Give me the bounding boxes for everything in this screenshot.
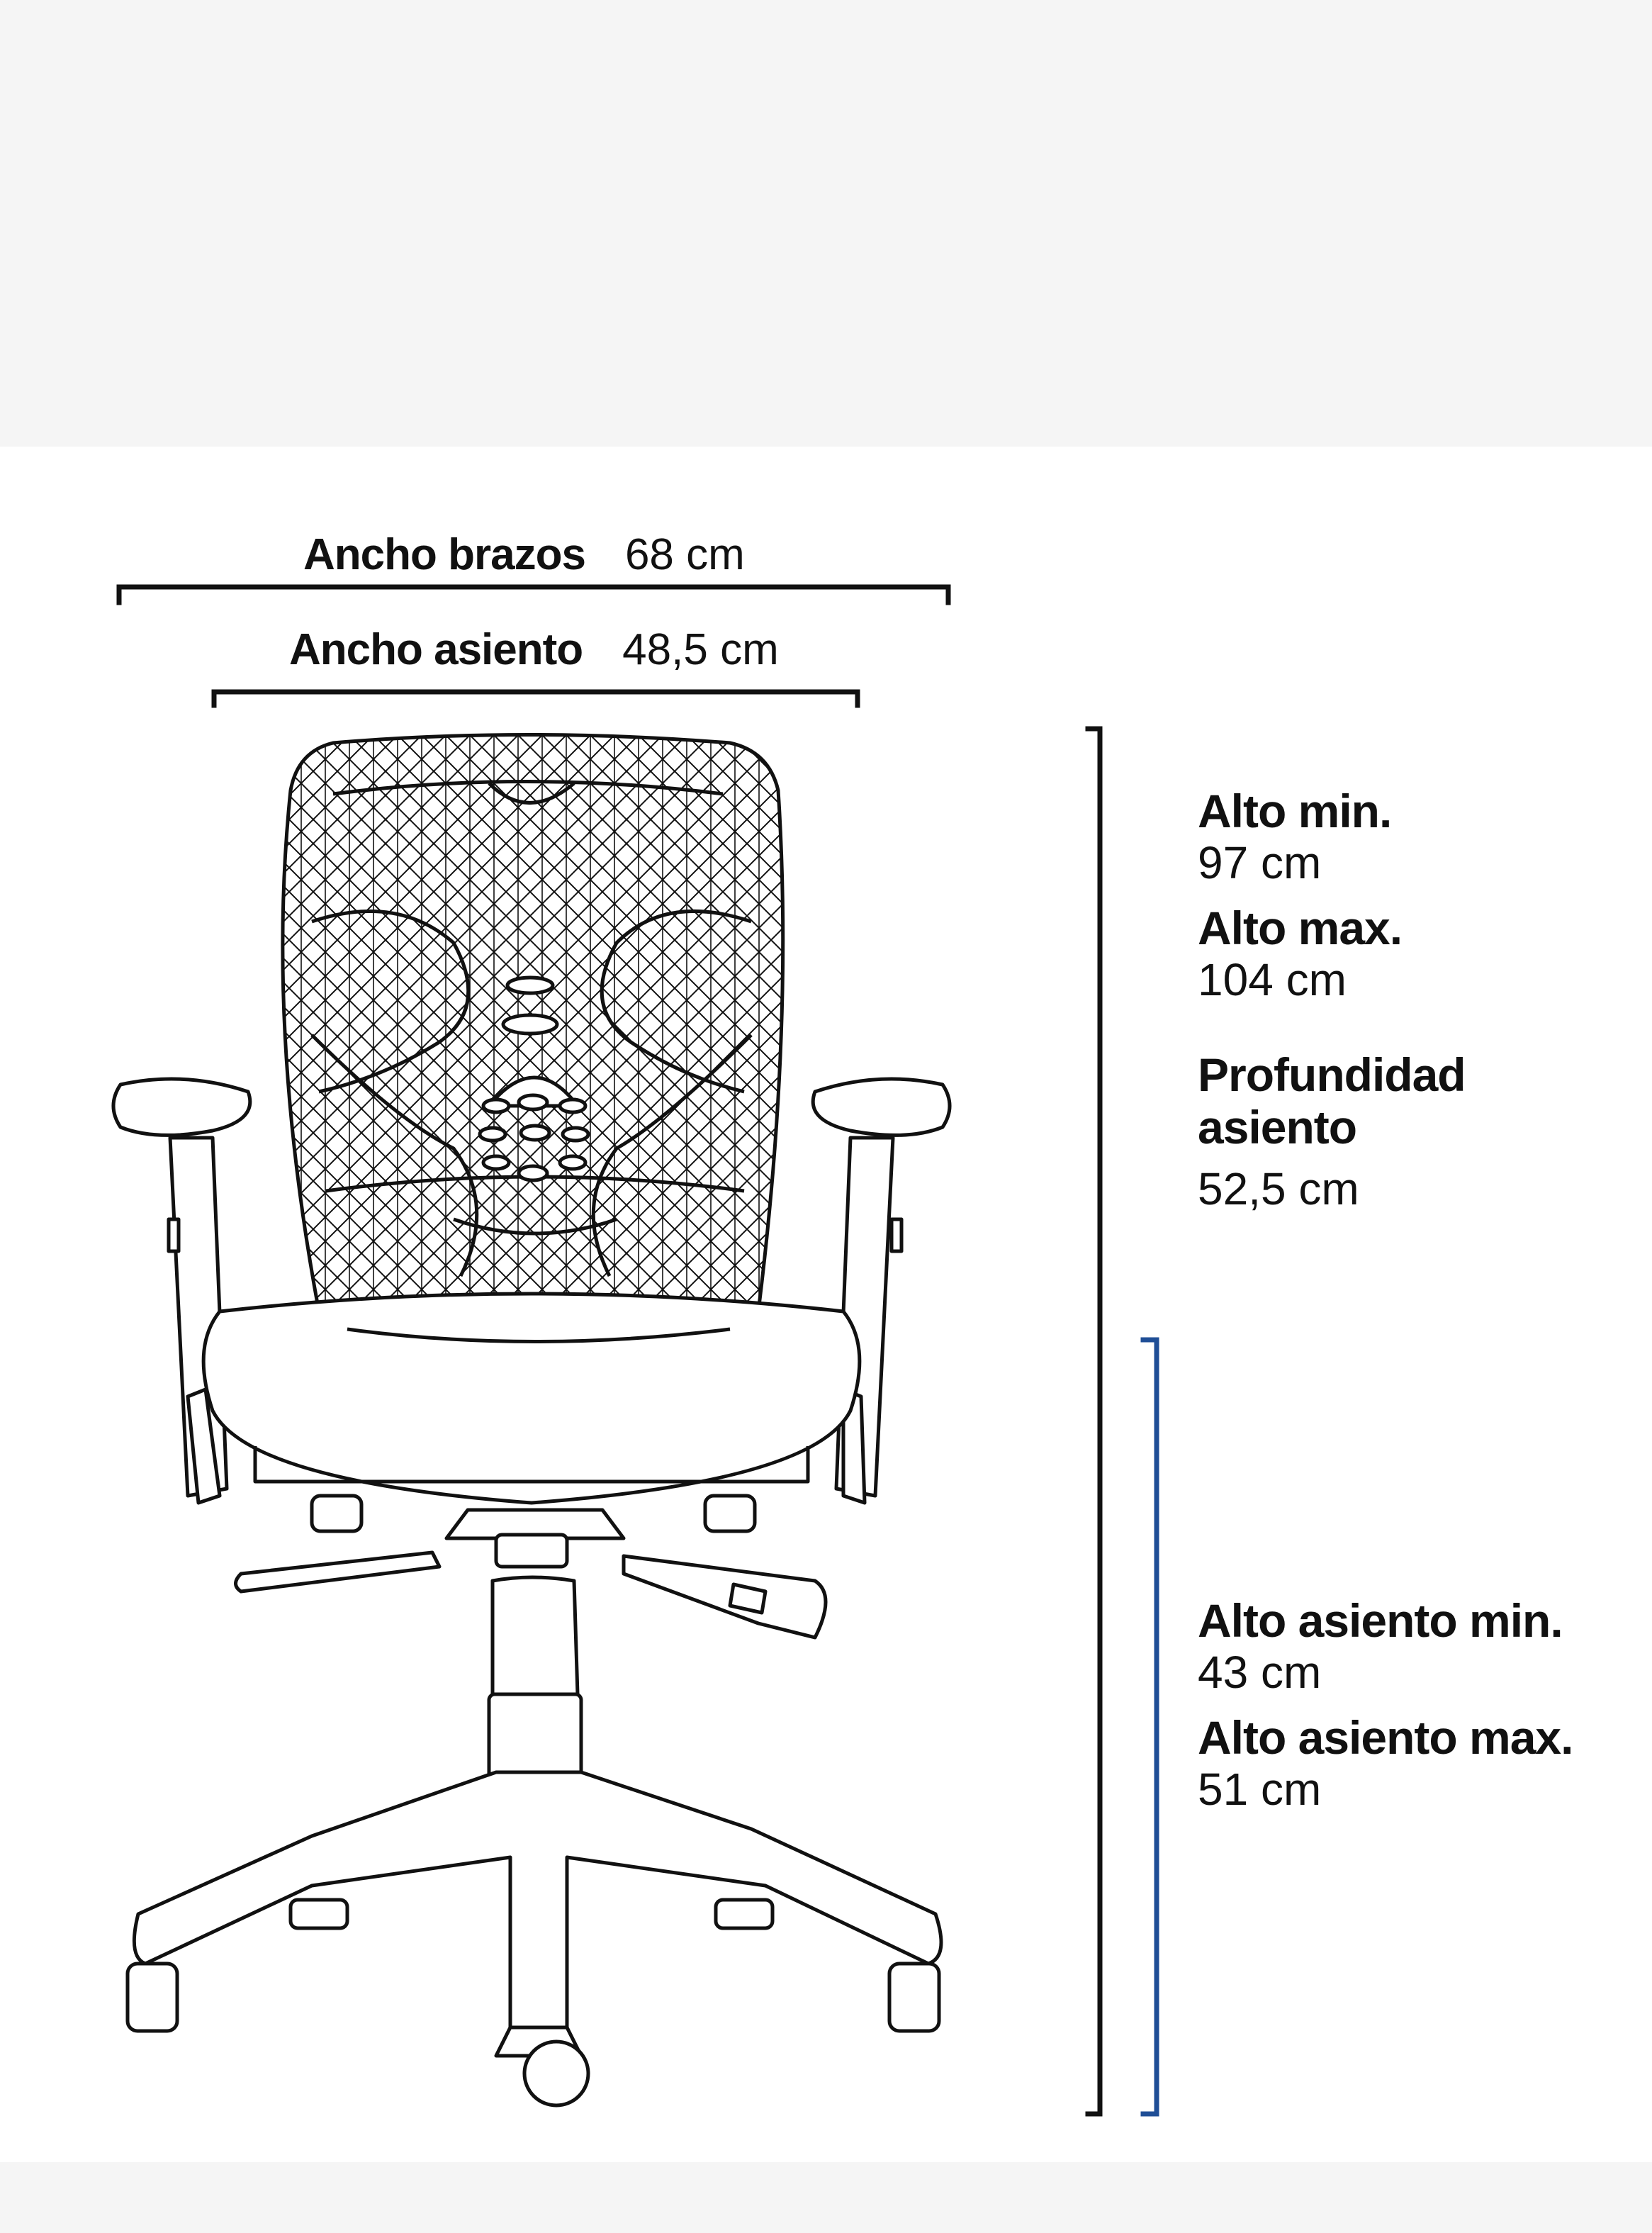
height-max-spec <box>1198 902 1402 1006</box>
total-height-bracket <box>1088 729 1100 2114</box>
chair-base <box>128 1772 941 2105</box>
right-armrest <box>813 1079 950 1503</box>
chair-seat <box>203 1294 860 1503</box>
seat-depth-spec <box>1198 1049 1466 1214</box>
seat-height-max-spec <box>1198 1712 1573 1815</box>
seat-width-value: 48,5 cm <box>622 625 779 674</box>
seat-depth-label-line2: asiento <box>1198 1100 1357 1153</box>
arm-width-bracket <box>119 587 948 603</box>
arm-width-value: 68 cm <box>624 530 745 579</box>
seat-depth-value: 52,5 cm <box>1198 1163 1359 1214</box>
left-armrest <box>113 1079 250 1503</box>
seat-height-min-value: 43 cm <box>1198 1646 1322 1698</box>
seat-height-max-label: Alto asiento max. <box>1198 1711 1573 1764</box>
seat-width-title: Ancho asiento <box>289 625 583 674</box>
seat-depth-label-line1: Profundidad <box>1198 1048 1466 1101</box>
height-min-value: 97 cm <box>1198 836 1322 888</box>
seat-width-bracket <box>214 692 858 705</box>
arm-width-label <box>303 530 745 579</box>
gas-cylinder <box>489 1535 581 1779</box>
seat-height-max-value: 51 cm <box>1198 1763 1322 1815</box>
seat-height-min-label: Alto asiento min. <box>1198 1594 1563 1647</box>
chair-backrest <box>283 735 783 1312</box>
seat-height-min-spec <box>1198 1595 1563 1698</box>
seat-width-label <box>289 625 779 674</box>
height-max-label: Alto max. <box>1198 902 1403 954</box>
arm-width-title: Ancho brazos <box>303 530 585 579</box>
height-min-label: Alto min. <box>1198 785 1392 837</box>
height-min-spec <box>1198 785 1391 889</box>
height-max-value: 104 cm <box>1198 953 1347 1005</box>
seat-height-bracket <box>1143 1340 1157 2114</box>
